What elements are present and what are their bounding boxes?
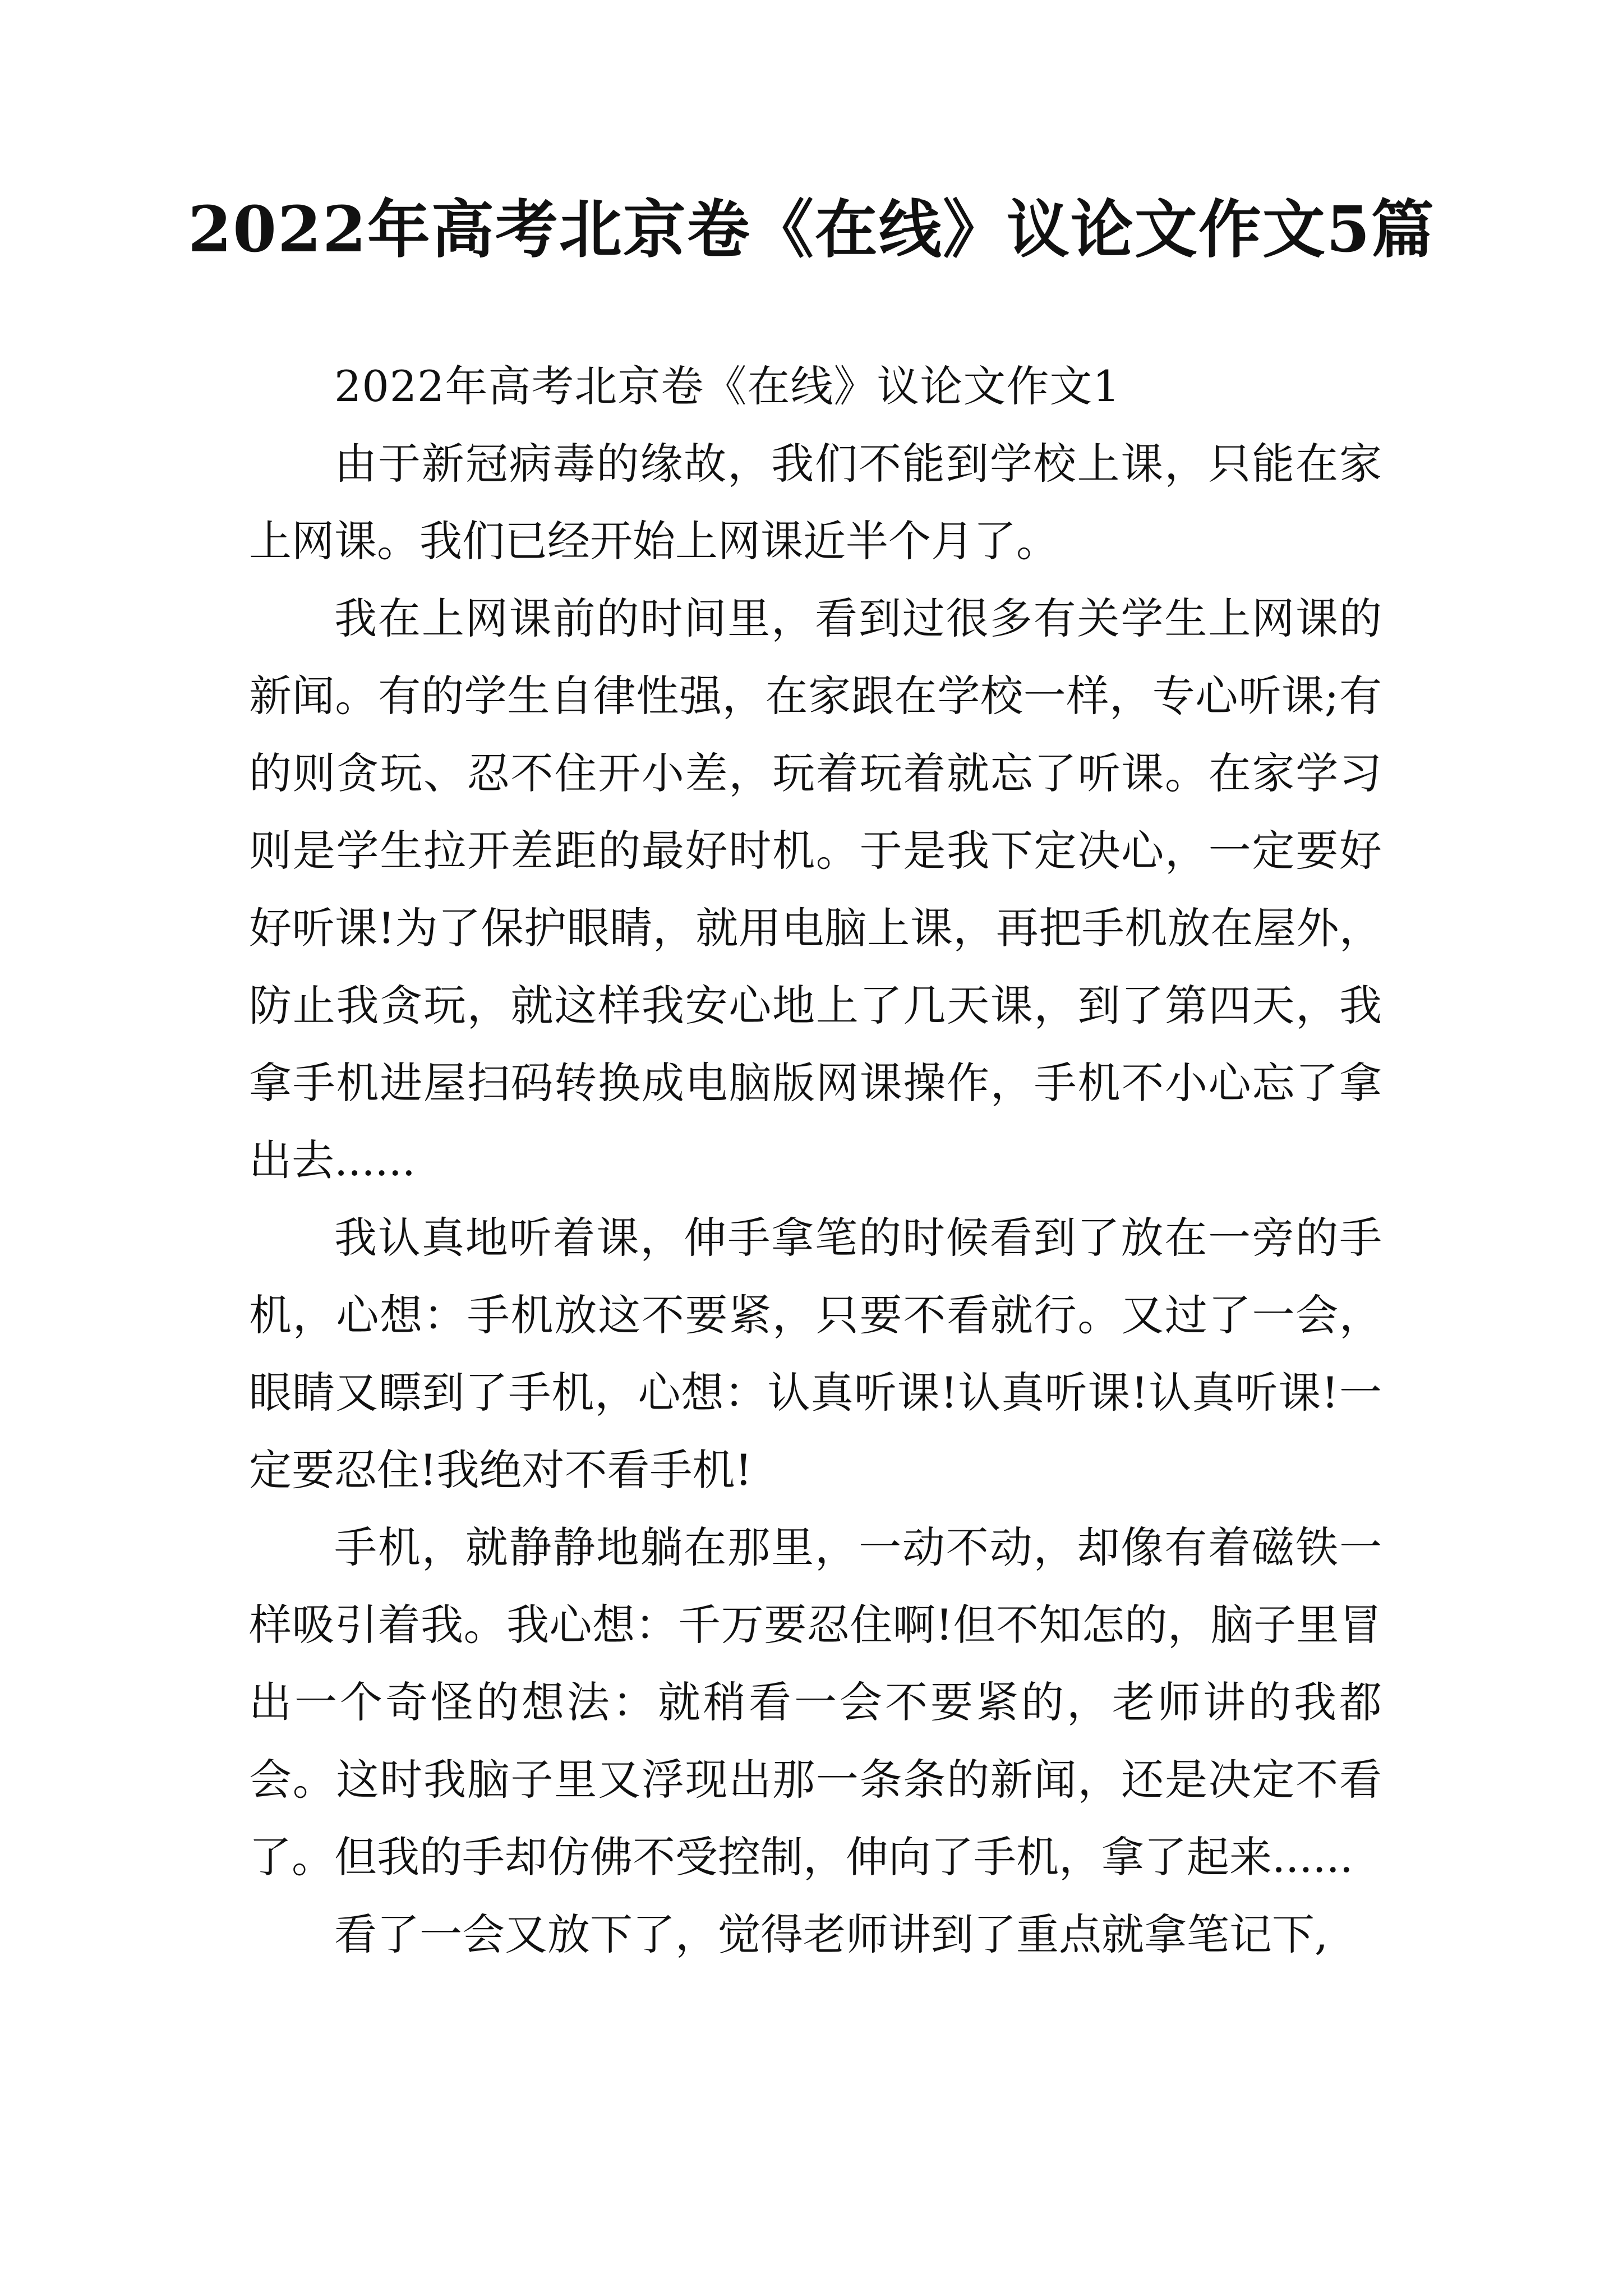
paragraph: 我在上网课前的时间里，看到过很多有关学生上网课的新闻。有的学生自律性强，在家跟在学校一样，专心听课;有的则贪玩、忍不住开小差，玩着玩着就忘了听课。在家学习则是学生拉开差距的最好时机。于是我下定决心，一定要好好听课!为了保护眼睛，就用电脑上课，再把手机放在屋外，防止我贪玩，就这样我安心地上了几天课，到了第四天，我拿手机进屋扫码转换成电脑版网课操作，手机不小心忘了拿出去...... [249,593,1382,1185]
paragraph: 我认真地听着课，伸手拿笔的时候看到了放在一旁的手机，心想：手机放这不要紧，只要不看就行。又过了一会，眼睛又瞟到了手机，心想：认真听课!认真听课!认真听课!一定要忍住!我绝对不看手机! [249,1213,1382,1495]
document-body [249,348,1382,1973]
paragraph: 手机，就静静地躺在那里，一动不动，却像有着磁铁一样吸引着我。我心想：千万要忍住啊!但不知怎的，脑子里冒出一个奇怪的想法：就稍看一会不要紧的，老师讲的我都会。这时我脑子里又浮现出那一条条的新闻，还是决定不看了。但我的手却仿佛不受控制，伸向了手机，拿了起来...... [249,1522,1382,1882]
document-title: 2022年高考北京卷《在线》议论文作文5篇 [188,193,1435,266]
essay-subtitle: 2022年高考北京卷《在线》议论文作文1 [334,361,1121,411]
paragraph: 看了一会又放下了，觉得老师讲到了重点就拿笔记下, [334,1910,1329,1959]
paragraph: 由于新冠病毒的缘故，我们不能到学校上课，只能在家上网课。我们已经开始上网课近半个月了。 [249,439,1382,566]
